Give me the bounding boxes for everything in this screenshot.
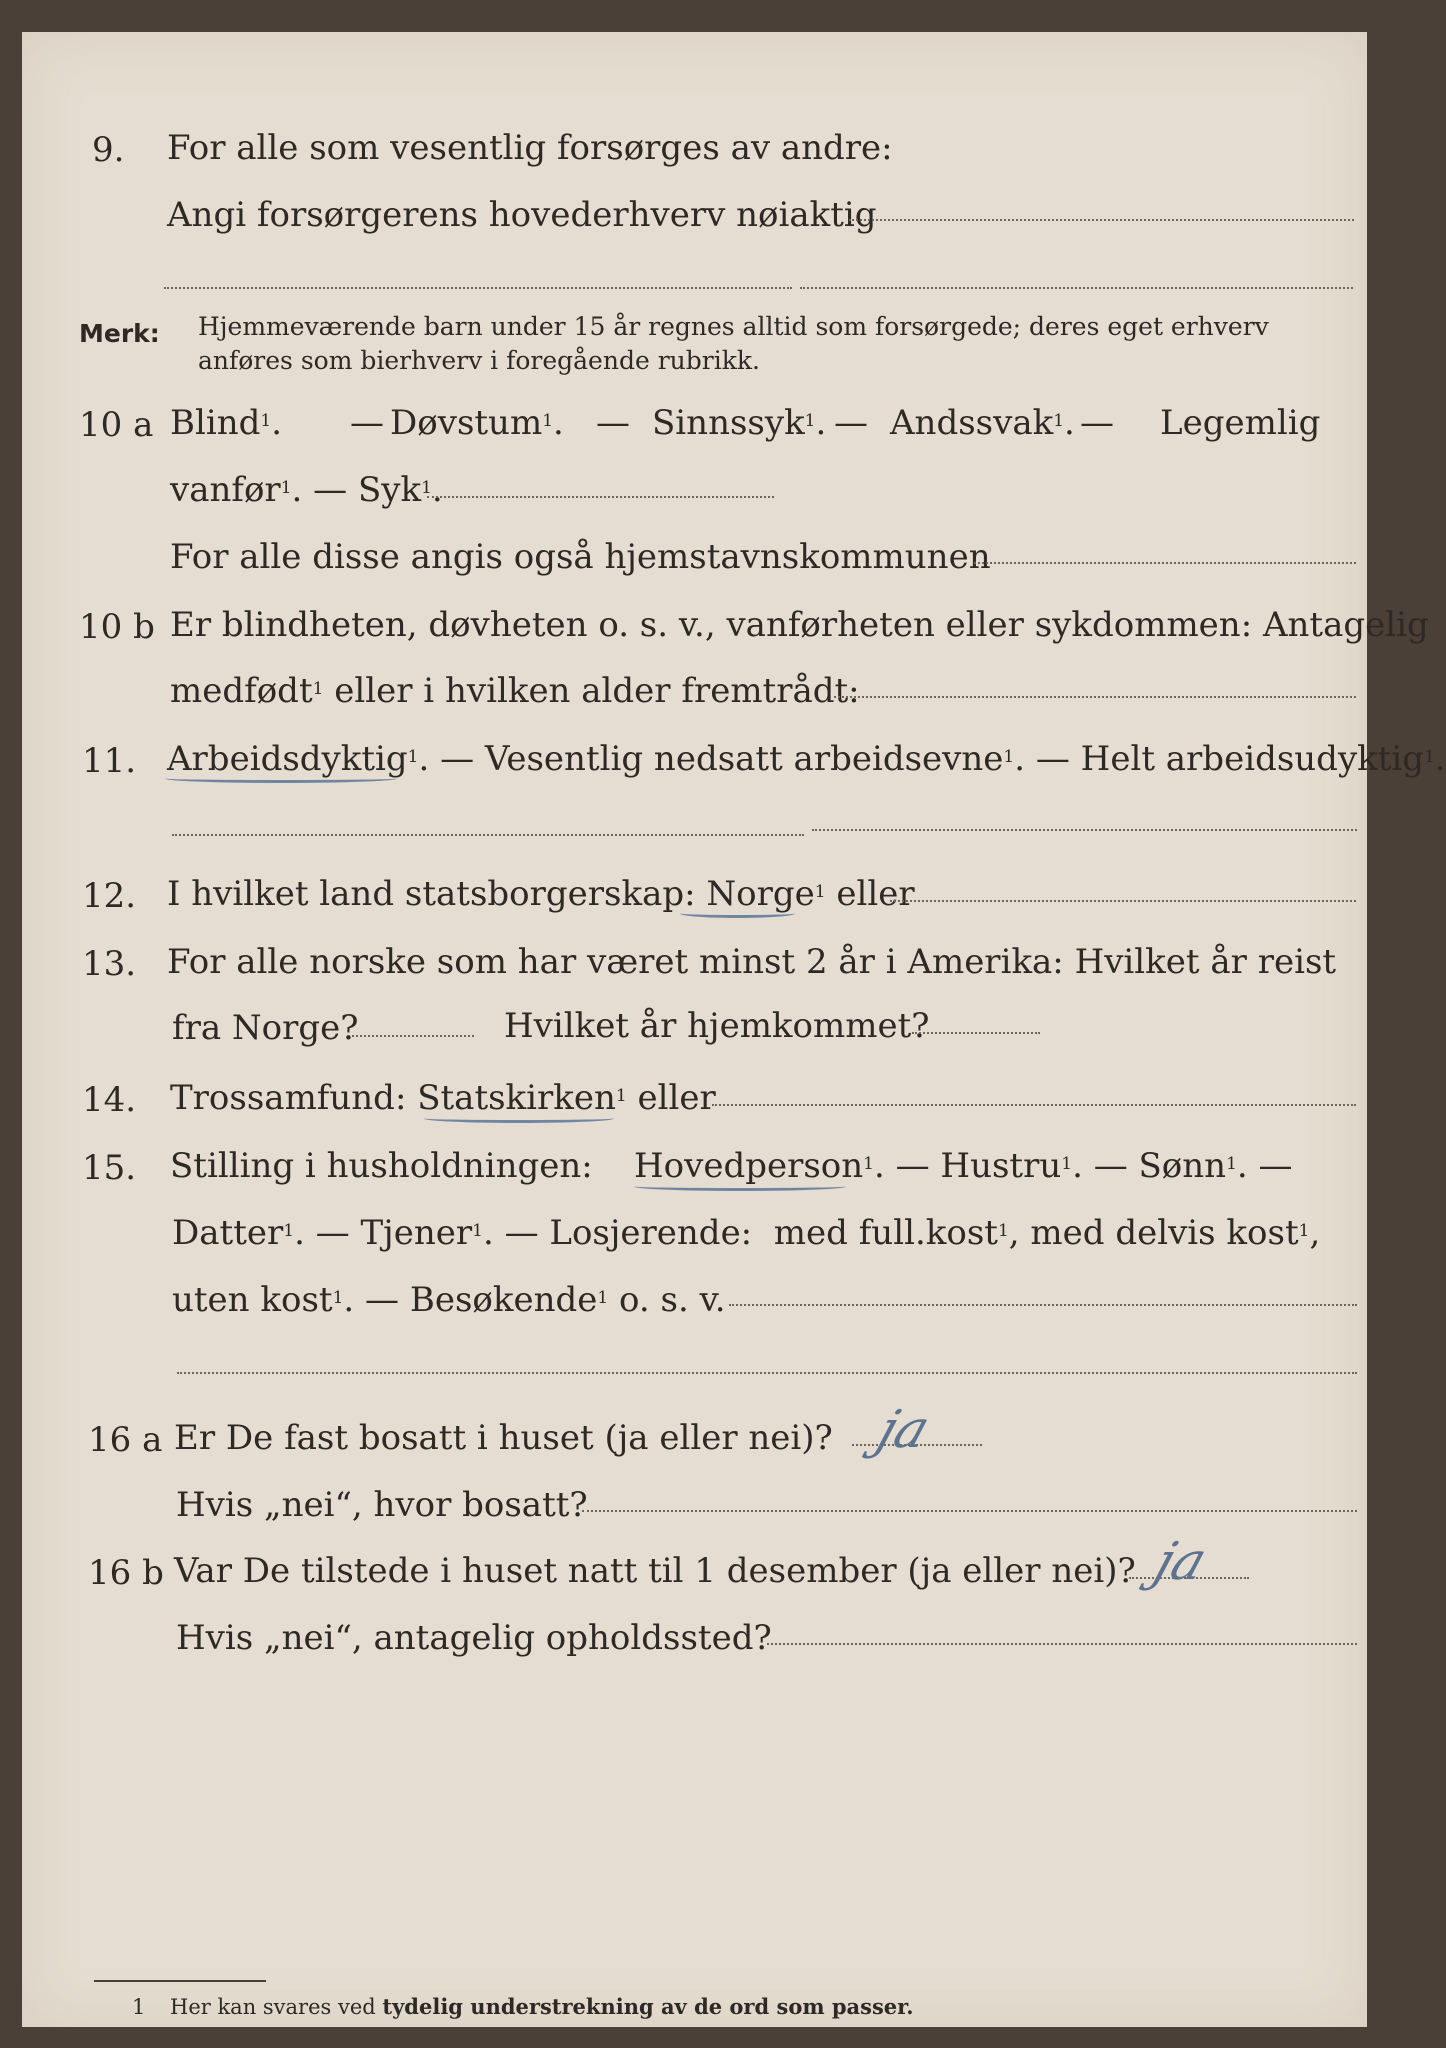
q10b-number: 10 b: [79, 607, 155, 647]
q13-hjem-field[interactable]: [912, 1032, 1040, 1034]
q10b-line2: medfødt$^1$ eller i hvilken alder fremtrådt:: [170, 671, 860, 711]
q9-answer-field[interactable]: [849, 219, 1354, 221]
q15-options-1: Hovedperson$^1$. — Hustru$^1$. — Sønn$^1$. —: [634, 1146, 1293, 1186]
merk-label: Merk:: [79, 319, 160, 348]
q16a-handwritten-answer: ja: [870, 1400, 937, 1460]
q10a-legemlig: Legemlig: [1160, 403, 1321, 443]
q11-answer-underline: [165, 774, 397, 783]
q14-line: Trossamfund: Statskirken$^1$ eller: [170, 1078, 716, 1118]
q10a-andssvak: Andssvak$^1$.: [890, 403, 1075, 443]
footnote-text: Her kan svares ved tydelig understrekning av de ord som passer.: [170, 1994, 914, 2019]
census-form-page: [22, 32, 1446, 2027]
q16b-opholdssted-field[interactable]: [767, 1643, 1357, 1645]
q13-reist-field[interactable]: [352, 1035, 474, 1037]
q9-line1: For alle som vesentlig forsørges av andre:: [167, 128, 893, 168]
q13-line1: For alle norske som har været minst 2 år i Amerika: Hvilket år reist: [167, 942, 1337, 982]
q14-answer-field[interactable]: [712, 1104, 1356, 1106]
footnote-mark: 1: [132, 1995, 146, 2019]
q10a-hjemstavn-field[interactable]: [974, 562, 1356, 564]
q13-number: 13.: [82, 944, 137, 984]
q15-answer-field[interactable]: [729, 1304, 1357, 1306]
q14-number: 14.: [82, 1080, 137, 1120]
q10b-answer-field[interactable]: [834, 696, 1356, 698]
q12-answer-underline: [680, 909, 795, 918]
q16a-line2: Hvis „nei“, hvor bosatt?: [176, 1485, 588, 1525]
q11-line: Arbeidsdyktig$^1$. — Vesentlig nedsatt arbeidsevne$^1$. — Helt arbeidsudyktig$^1$.: [167, 739, 1446, 779]
q15-number: 15.: [82, 1148, 137, 1188]
q10a-blind: Blind$^1$.: [170, 403, 283, 443]
q10a-dash3: —: [834, 403, 868, 443]
q12-number: 12.: [82, 876, 137, 916]
q16b-number: 16 b: [88, 1553, 164, 1593]
q10a-dash1: —: [350, 403, 384, 443]
q10a-sinnssyk: Sinnssyk$^1$.: [652, 403, 827, 443]
q9-number: 9.: [92, 130, 125, 170]
merk-line2: anføres som bierhverv i foregående rubrikk.: [198, 346, 760, 375]
q15-answer-field-2[interactable]: [177, 1372, 1357, 1374]
q10a-line3: For alle disse angis også hjemstavnskommunen: [170, 537, 991, 577]
q12-answer-field[interactable]: [890, 900, 1356, 902]
q11-answer-field-a[interactable]: [172, 834, 804, 836]
q13-hjem: Hvilket år hjemkommet?: [504, 1006, 930, 1046]
q10a-number: 10 a: [79, 405, 154, 445]
q15-line3: uten kost$^1$. — Besøkende$^1$ o. s. v.: [172, 1280, 726, 1320]
q10a-dash4: —: [1080, 403, 1114, 443]
q16a-bosatt-field[interactable]: [582, 1510, 1357, 1512]
q10a-answer-field[interactable]: [427, 496, 774, 498]
q16b-line1: Var De tilstede i huset natt til 1 desember (ja eller nei)?: [174, 1551, 1136, 1591]
q10a-vanfor: vanfør$^1$. — Syk$^1$.: [170, 470, 443, 510]
q12-line: I hvilket land statsborgerskap: Norge$^1$ eller: [167, 874, 915, 914]
q11-answer-field-b[interactable]: [812, 829, 1357, 831]
q9-answer-field-2b[interactable]: [800, 287, 1353, 289]
q16a-line1: Er De fast bosatt i huset (ja eller nei)?: [174, 1418, 833, 1458]
q9-line2: Angi forsørgerens hovederhverv nøiaktig: [167, 195, 877, 235]
q10b-line1: Er blindheten, døvheten o. s. v., vanførheten eller sykdommen: Antagelig: [170, 605, 1429, 645]
q15-line2: Datter$^1$. — Tjener$^1$. — Losjerende: med full.kost$^1$, med delvis kost$^1$,: [172, 1213, 1321, 1253]
q11-number: 11.: [82, 741, 137, 781]
q13-reist: fra Norge?: [172, 1008, 359, 1048]
q9-answer-field-2a[interactable]: [164, 287, 792, 289]
merk-line1: Hjemmeværende barn under 15 år regnes alltid som forsørgede; deres eget erhverv: [198, 312, 1269, 341]
q16a-number: 16 a: [88, 1420, 163, 1460]
q10a-dovstum: Døvstum$^1$.: [390, 403, 564, 443]
q16b-handwritten-answer: ja: [1147, 1532, 1214, 1592]
q15-line1: Stilling i husholdningen:: [170, 1146, 593, 1186]
footnote-rule: [94, 1980, 266, 1982]
q15-answer-underline: [634, 1182, 846, 1191]
q10a-dash2: —: [596, 403, 630, 443]
q14-answer-underline: [424, 1114, 614, 1123]
q16b-line2: Hvis „nei“, antagelig opholdssted?: [176, 1618, 772, 1658]
